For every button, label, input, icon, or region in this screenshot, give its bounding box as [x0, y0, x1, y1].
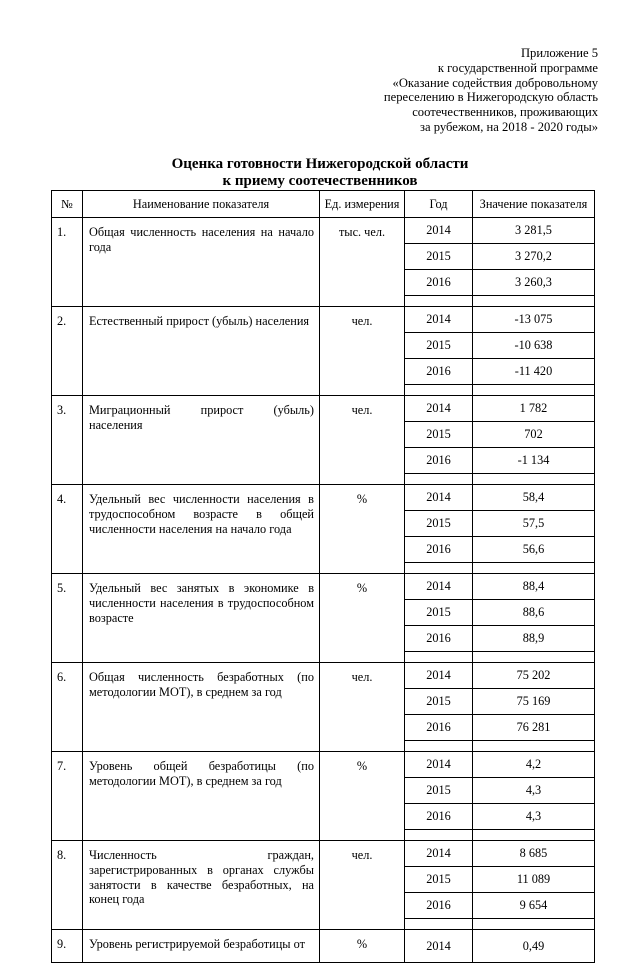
row-num: 6. — [52, 663, 83, 752]
row-num: 8. — [52, 841, 83, 930]
row-value: 3 260,3 — [473, 270, 595, 296]
row-value: 57,5 — [473, 511, 595, 537]
spacer-cell — [405, 741, 473, 752]
row-num: 4. — [52, 485, 83, 574]
row-value: 4,3 — [473, 804, 595, 830]
row-value: 3 270,2 — [473, 244, 595, 270]
row-unit: чел. — [320, 841, 405, 930]
row-value: -1 134 — [473, 448, 595, 474]
title-line-2: к приему соотечественников — [222, 173, 418, 189]
spacer-cell — [473, 652, 595, 663]
indicators-table — [51, 190, 595, 963]
row-year: 2015 — [405, 511, 473, 537]
row-unit: % — [320, 752, 405, 841]
row-num: 1. — [52, 218, 83, 307]
row-year: 2015 — [405, 867, 473, 893]
row-year: 2015 — [405, 333, 473, 359]
spacer-cell — [473, 296, 595, 307]
row-year: 2014 — [405, 574, 473, 600]
table-row — [52, 841, 595, 867]
row-value: 4,2 — [473, 752, 595, 778]
row-year: 2015 — [405, 689, 473, 715]
table-body — [52, 218, 595, 963]
appendix-note — [384, 46, 598, 135]
row-num: 2. — [52, 307, 83, 396]
header-unit: Ед. измерения — [320, 191, 405, 218]
row-unit: чел. — [320, 307, 405, 396]
row-unit: % — [320, 930, 405, 963]
spacer-cell — [405, 830, 473, 841]
spacer-cell — [473, 741, 595, 752]
spacer-cell — [405, 919, 473, 930]
row-num: 3. — [52, 396, 83, 485]
appendix-line: Приложение 5 — [520, 46, 598, 60]
header-name: Наименование показателя — [83, 191, 320, 218]
row-name: Уровень регистрируемой безработицы от — [83, 930, 320, 963]
document-title — [0, 156, 640, 190]
row-value: 56,6 — [473, 537, 595, 563]
row-value: 1 782 — [473, 396, 595, 422]
table-row — [52, 485, 595, 511]
spacer-cell — [405, 563, 473, 574]
table-row — [52, 574, 595, 600]
row-year: 2014 — [405, 396, 473, 422]
row-year: 2014 — [405, 841, 473, 867]
row-year: 2014 — [405, 930, 473, 963]
row-value: 76 281 — [473, 715, 595, 741]
row-year: 2014 — [405, 663, 473, 689]
row-year: 2014 — [405, 752, 473, 778]
row-value: 88,4 — [473, 574, 595, 600]
row-year: 2016 — [405, 715, 473, 741]
appendix-line: переселению в Нижегородскую область — [383, 90, 598, 105]
row-num: 9. — [52, 930, 83, 963]
appendix-line: за рубежом, на 2018 - 2020 годы» — [420, 119, 598, 134]
spacer-cell — [473, 919, 595, 930]
row-name: Уровень общей безработицы (по методологии МОТ), в среднем за год — [83, 752, 320, 841]
spacer-cell — [405, 385, 473, 396]
row-unit: чел. — [320, 396, 405, 485]
row-value: -11 420 — [473, 359, 595, 385]
row-year: 2014 — [405, 218, 473, 244]
row-value: 75 169 — [473, 689, 595, 715]
row-value: 3 281,5 — [473, 218, 595, 244]
row-year: 2016 — [405, 537, 473, 563]
appendix-line: к государственной программе — [437, 60, 598, 75]
header-year: Год — [405, 191, 473, 218]
row-value: 8 685 — [473, 841, 595, 867]
row-year: 2016 — [405, 448, 473, 474]
row-num: 5. — [52, 574, 83, 663]
table-row — [52, 396, 595, 422]
row-unit: % — [320, 574, 405, 663]
row-name: Миграционный прирост (убыль) населения — [83, 396, 320, 485]
header-row — [52, 191, 595, 218]
row-value: -10 638 — [473, 333, 595, 359]
row-name: Естественный прирост (убыль) населения — [83, 307, 320, 396]
row-name: Общая численность населения на начало года — [83, 218, 320, 307]
row-year: 2015 — [405, 422, 473, 448]
table-row — [52, 752, 595, 778]
appendix-line: «Оказание содействия добровольному — [392, 75, 598, 90]
title-line-1: Оценка готовности Нижегородской области — [171, 156, 469, 172]
spacer-cell — [473, 474, 595, 485]
row-unit: % — [320, 485, 405, 574]
row-value: 702 — [473, 422, 595, 448]
spacer-cell — [405, 296, 473, 307]
spacer-cell — [473, 385, 595, 396]
row-name: Численность граждан, зарегистрированных в органах службы занятости в качестве безработных, на конец года — [83, 841, 320, 930]
spacer-cell — [405, 652, 473, 663]
row-year: 2016 — [405, 270, 473, 296]
row-value: 11 089 — [473, 867, 595, 893]
row-name: Удельный вес занятых в экономике в численности населения в трудоспособном возрасте — [83, 574, 320, 663]
row-year: 2014 — [405, 307, 473, 333]
table-row — [52, 307, 595, 333]
table-row — [52, 930, 595, 963]
row-year: 2015 — [405, 244, 473, 270]
row-value: 75 202 — [473, 663, 595, 689]
row-value: 9 654 — [473, 893, 595, 919]
appendix-line: соотечественников, проживающих — [412, 105, 598, 120]
spacer-cell — [473, 563, 595, 574]
table-row — [52, 218, 595, 244]
row-value: 58,4 — [473, 485, 595, 511]
row-value: 4,3 — [473, 778, 595, 804]
header-value: Значение показателя — [473, 191, 595, 218]
row-value: -13 075 — [473, 307, 595, 333]
row-year: 2015 — [405, 600, 473, 626]
row-value: 88,6 — [473, 600, 595, 626]
row-year: 2015 — [405, 778, 473, 804]
row-year: 2016 — [405, 804, 473, 830]
spacer-cell — [473, 830, 595, 841]
row-name: Удельный вес численности населения в трудоспособном возрасте в общей численности населения на начало года — [83, 485, 320, 574]
row-year: 2016 — [405, 893, 473, 919]
row-unit: тыс. чел. — [320, 218, 405, 307]
row-value: 88,9 — [473, 626, 595, 652]
spacer-cell — [405, 474, 473, 485]
row-year: 2016 — [405, 359, 473, 385]
row-name: Общая численность безработных (по методологии МОТ), в среднем за год — [83, 663, 320, 752]
row-year: 2014 — [405, 485, 473, 511]
row-year: 2016 — [405, 626, 473, 652]
table-row — [52, 663, 595, 689]
row-unit: чел. — [320, 663, 405, 752]
row-value: 0,49 — [473, 930, 595, 963]
row-num: 7. — [52, 752, 83, 841]
header-num: № — [52, 191, 83, 218]
